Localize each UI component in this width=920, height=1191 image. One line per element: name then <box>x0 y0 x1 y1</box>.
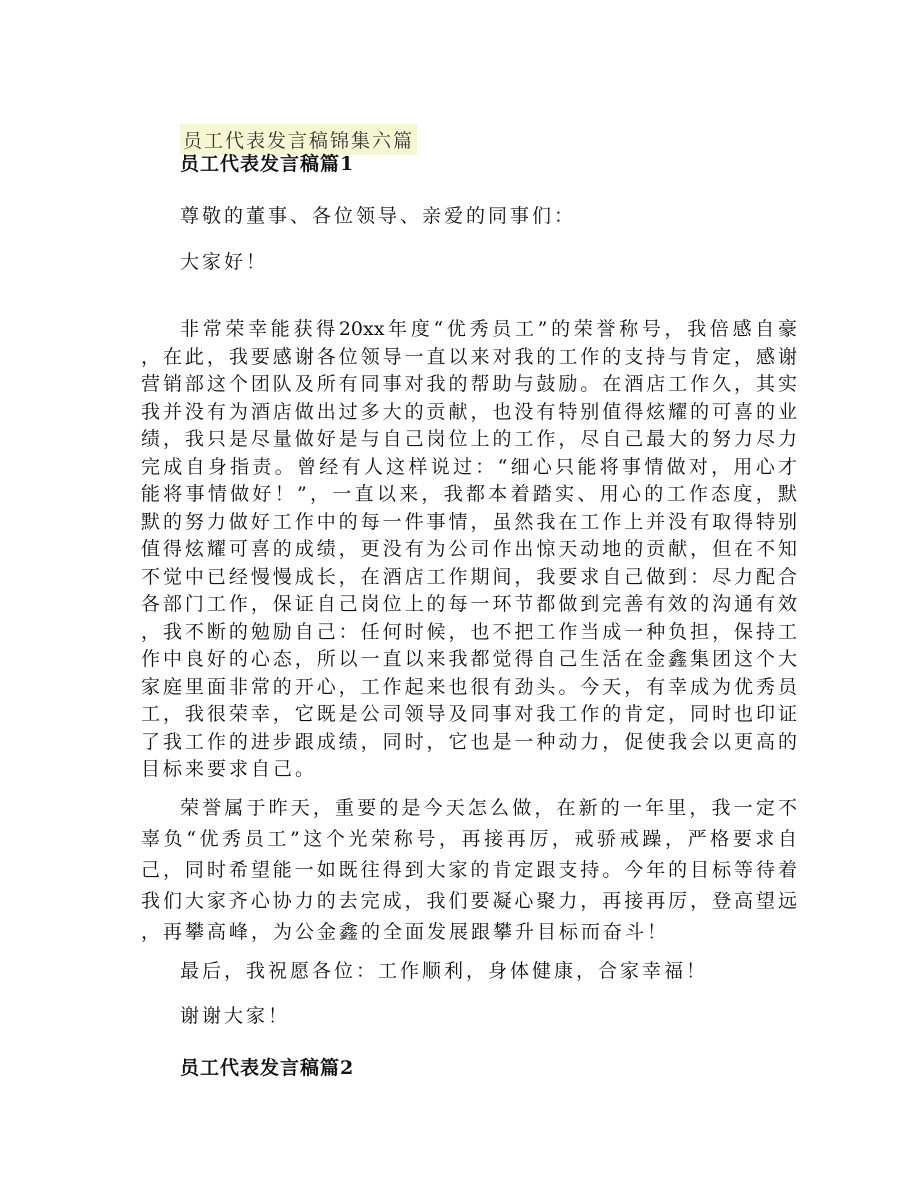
paragraph-line: ，我不断的勉励自己：任何时候，也不把工作当成一种负担，保持工 <box>141 620 797 643</box>
paragraph-line: 能将事情做好！”，一直以来，我都本着踏实、用心的工作态度，默 <box>141 483 797 505</box>
section-1-heading: 员工代表发言稿篇1 <box>180 153 355 175</box>
paragraph-line: 我并没有为酒店做出过多大的贡献，也没有特别值得炫耀的可喜的业 <box>141 400 797 423</box>
section-2-heading: 员工代表发言稿篇2 <box>180 1057 355 1079</box>
paragraph-line: 非常荣幸能获得20xx年度“优秀员工”的荣誉称号，我倍感自豪 <box>180 318 797 340</box>
paragraph-line: 值得炫耀可喜的成绩，更没有为公司作出惊天动地的贡献，但在不知 <box>141 538 797 560</box>
paragraph-line: 目标来要求自己。 <box>141 758 318 780</box>
paragraph-line: 家庭里面非常的开心，工作起来也很有劲头。今天，有幸成为优秀员 <box>141 675 797 698</box>
closing-wishes: 最后，我祝愿各位：工作顺利，身体健康，合家幸福！ <box>180 960 709 982</box>
paragraph-line: 不觉中已经慢慢成长，在酒店工作期间，我要求自己做到：尽力配合 <box>141 565 797 588</box>
paragraph-line: 荣誉属于昨天，重要的是今天怎么做，在新的一年里，我一定不 <box>180 797 797 819</box>
salutation: 尊敬的董事、各位领导、亲爱的同事们： <box>180 205 577 227</box>
paragraph-line: 己，同时希望能一如既往得到大家的肯定跟支持。今年的目标等待着 <box>141 859 797 881</box>
paragraph-2 <box>141 793 797 948</box>
paragraph-line: 各部门工作，保证自己岗位上的每一环节都做到完善有效的沟通有效 <box>141 593 797 615</box>
paragraph-line: 辜负“优秀员工”这个光荣称号，再接再厉，戒骄戒躁，严格要求自 <box>141 828 797 850</box>
paragraph-line: 我们大家齐心协力的去完成，我们要凝心聚力，再接再厉，登高望远 <box>141 890 797 912</box>
paragraph-line: 绩，我只是尽量做好是与自己岗位上的工作，尽自己最大的努力尽力 <box>141 428 797 450</box>
greeting: 大家好！ <box>180 251 269 273</box>
paragraph-line: 营销部这个团队及所有同事对我的帮助与鼓励。在酒店工作久，其实 <box>141 373 797 395</box>
paragraph-line: 作中良好的心态，所以一直以来我都觉得自己生活在金鑫集团这个大 <box>141 648 797 670</box>
paragraph-line: 完成自身指责。曾经有人这样说过：“细心只能将事情做对，用心才 <box>141 455 797 478</box>
paragraph-line: ，再攀高峰，为公金鑫的全面发展跟攀升目标而奋斗！ <box>141 921 670 943</box>
paragraph-line: ，在此，我要感谢各位领导一直以来对我的工作的支持与肯定，感谢 <box>141 345 797 368</box>
paragraph-line: 工，我很荣幸，它既是公司领导及同事对我工作的肯定，同时也印证 <box>141 703 797 725</box>
paragraph-1 <box>141 316 797 784</box>
paragraph-line: 了我工作的进步跟成绩，同时，它也是一种动力，促使我会以更高的 <box>141 730 797 753</box>
thanks: 谢谢大家！ <box>180 1005 291 1027</box>
document-title: 员工代表发言稿锦集六篇 <box>180 124 417 155</box>
paragraph-line: 默的努力做好工作中的每一件事情，虽然我在工作上并没有取得特别 <box>141 510 797 533</box>
